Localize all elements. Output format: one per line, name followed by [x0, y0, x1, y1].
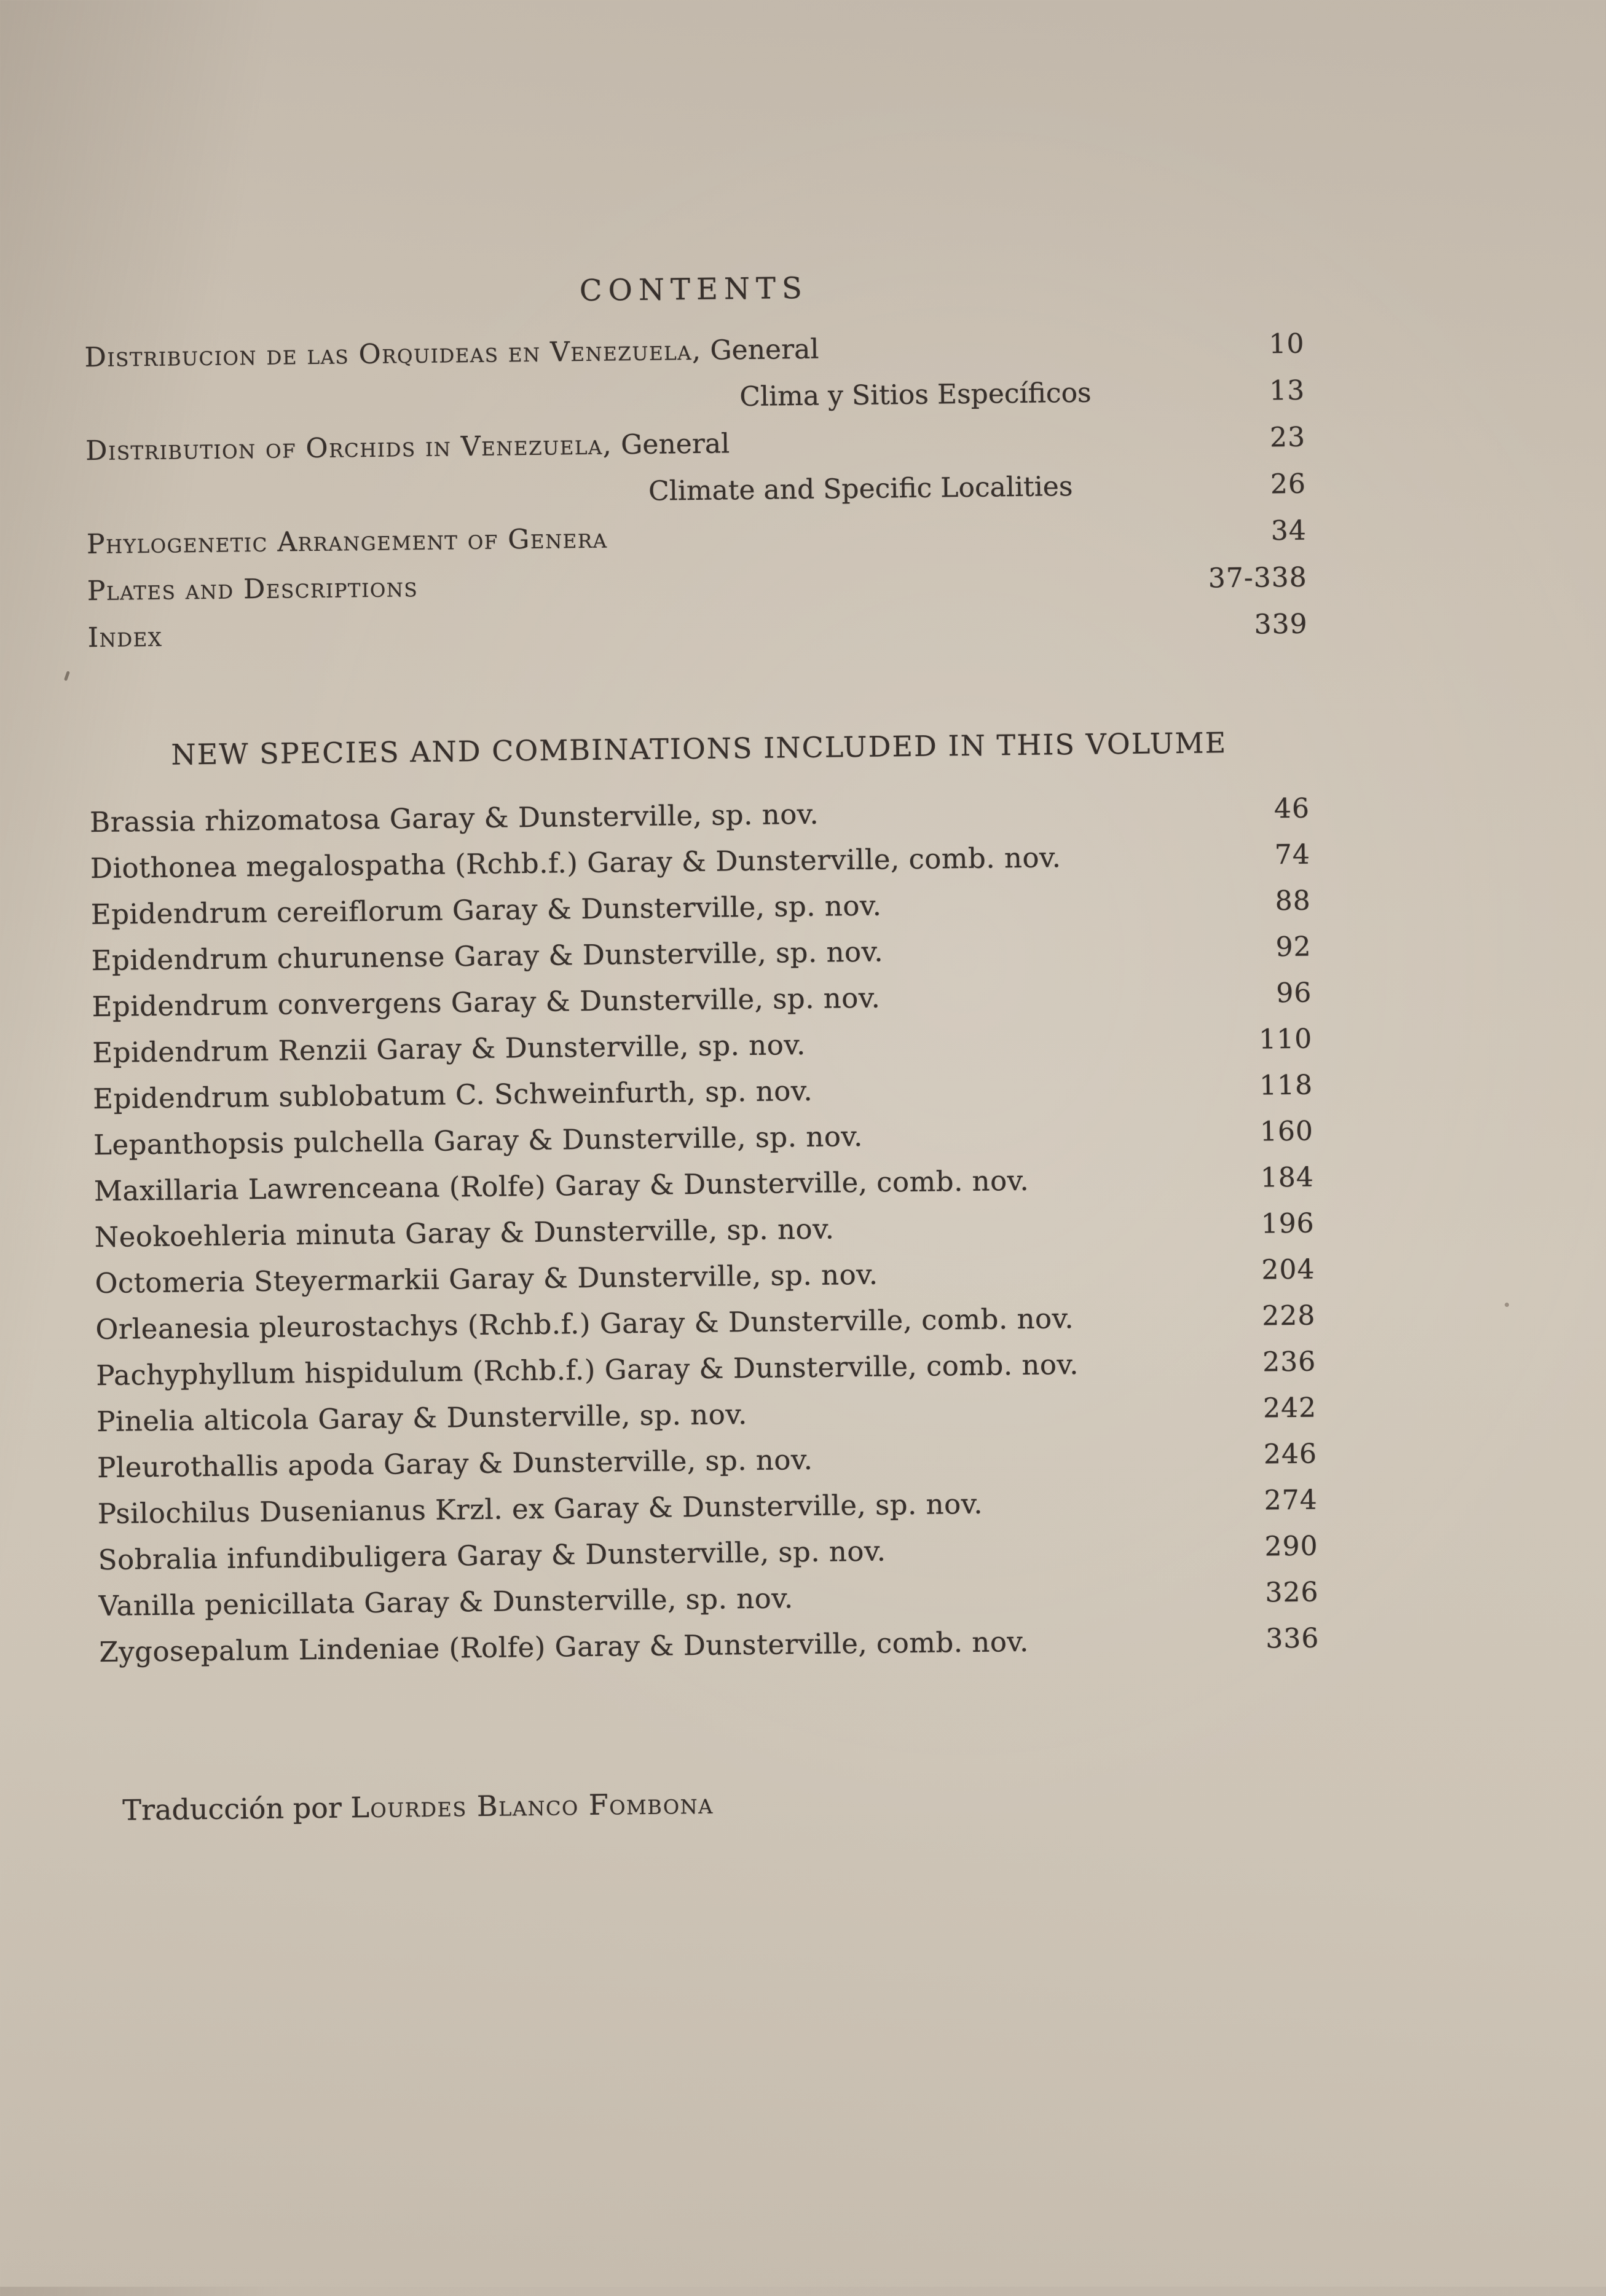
page-number: 34 [1270, 515, 1307, 547]
translator-name: Lourdes Blanco Fombona [350, 1786, 714, 1825]
page-number: 23 [1269, 421, 1306, 454]
species-entry-name: Epidendrum sublobatum C. Schweinfurth, sp. nov. [92, 1074, 813, 1116]
page-number: 290 [1264, 1530, 1318, 1563]
contents-list [84, 328, 1308, 669]
page-number: 118 [1259, 1069, 1313, 1102]
species-entry-name: Psilochilus Dusenianus Krzl. ex Garay & Dunsterville, sp. nov. [97, 1487, 983, 1531]
page-number: 74 [1274, 838, 1311, 871]
species-entry-name: Zygosepalum Lindeniae (Rolfe) Garay & Dunsterville, comb. nov. [99, 1625, 1029, 1669]
paper-speck [1505, 1303, 1509, 1307]
page-number: 37-338 [1208, 561, 1308, 594]
toc-entry-smallcaps-text: Plates and Descriptions [87, 572, 419, 607]
toc-entry-smallcaps-text: Distribucion de las Orquideas en Venezuela, [84, 334, 702, 374]
toc-entry-regular-text: Climate and Specific Localities [648, 470, 1073, 507]
page-number: 236 [1262, 1346, 1317, 1378]
species-entry-name: Lepanthopsis pulchella Garay & Dunsterville, sp. nov. [93, 1119, 864, 1162]
species-entry-name: Pleurothallis apoda Garay & Dunsterville, sp. nov. [96, 1443, 813, 1485]
species-entry-name: Epidendrum churunense Garay & Dunsterville, sp. nov. [91, 935, 884, 977]
text-block [81, 0, 1321, 1855]
species-entry-name: Sobralia infundibuligera Garay & Dunsterville, sp. nov. [98, 1534, 886, 1577]
page-number: 92 [1275, 931, 1312, 963]
new-species-heading: NEW SPECIES AND COMBINATIONS INCLUDED IN THIS VOLUME [171, 726, 1227, 771]
toc-entry-regular-text: General [612, 428, 730, 461]
translation-credit-prefix: Traducción por [122, 1791, 342, 1827]
page-number: 184 [1260, 1161, 1315, 1194]
page-number: 274 [1264, 1484, 1318, 1517]
toc-entry-smallcaps-text: Distribution of Orchids in Venezuela, [85, 429, 613, 467]
page-number: 326 [1265, 1576, 1319, 1609]
page-number: 246 [1263, 1438, 1318, 1470]
page-number: 88 [1275, 885, 1311, 917]
page-number: 96 [1276, 977, 1312, 1009]
translation-credit [122, 1780, 1321, 1827]
page-number: 228 [1262, 1300, 1316, 1332]
species-entry-name: Octomeria Steyermarkii Garay & Dunsterville, sp. nov. [95, 1258, 878, 1300]
species-entry-name: Orleanesia pleurostachys (Rchb.f.) Garay & Dunsterville, comb. nov. [95, 1302, 1074, 1346]
page-number: 196 [1261, 1207, 1315, 1240]
page-title: CONTENTS [579, 270, 809, 309]
toc-entry-smallcaps-text: Phylogenetic Arrangement of Genera [86, 523, 608, 561]
species-entry-name: Brassia rhizomatosa Garay & Dunsterville, sp. nov. [89, 797, 819, 839]
species-entry-name: Diothonea megalospatha (Rchb.f.) Garay & Dunsterville, comb. nov. [90, 841, 1061, 885]
page-number: 13 [1269, 374, 1305, 407]
species-list [90, 792, 1320, 1682]
toc-entry-regular-text: General [701, 333, 819, 366]
page-number: 336 [1266, 1622, 1320, 1655]
species-entry-name: Epidendrum convergens Garay & Dunsterville, sp. nov. [92, 981, 881, 1024]
toc-entry-label [84, 329, 1175, 374]
toc-entry-label [739, 377, 1092, 413]
species-entry-name: Neokoehleria minuta Garay & Dunsterville, sp. nov. [94, 1212, 835, 1254]
toc-entry-smallcaps-text: Index [87, 621, 163, 654]
species-entry-name: Epidendrum cereiflorum Garay & Dunsterville, sp. nov. [90, 889, 882, 931]
page-number: 204 [1261, 1253, 1315, 1286]
page-number: 46 [1273, 792, 1310, 825]
page-number: 26 [1270, 468, 1307, 500]
page-number: 242 [1262, 1392, 1317, 1424]
toc-entry-regular-text: Clima y Sitios Específicos [739, 377, 1092, 413]
species-entry-name: Vanilla penicillata Garay & Dunsterville, sp. nov. [98, 1582, 793, 1623]
toc-entry-label [648, 471, 1073, 508]
page-number: 110 [1258, 1023, 1313, 1055]
page-number: 10 [1269, 328, 1305, 360]
page-number: 160 [1259, 1115, 1314, 1148]
species-entry-name: Epidendrum Renzii Garay & Dunsterville, sp. nov. [92, 1028, 806, 1070]
page-number: 339 [1254, 608, 1308, 641]
species-entry-name: Maxillaria Lawrenceana (Rolfe) Garay & Dunsterville, comb. nov. [93, 1164, 1029, 1208]
species-entry-name: Pachyphyllum hispidulum (Rchb.f.) Garay & Dunsterville, comb. nov. [96, 1347, 1079, 1392]
paper-speck [64, 671, 70, 681]
species-entry-name: Pinelia alticola Garay & Dunsterville, sp. nov. [96, 1398, 747, 1438]
